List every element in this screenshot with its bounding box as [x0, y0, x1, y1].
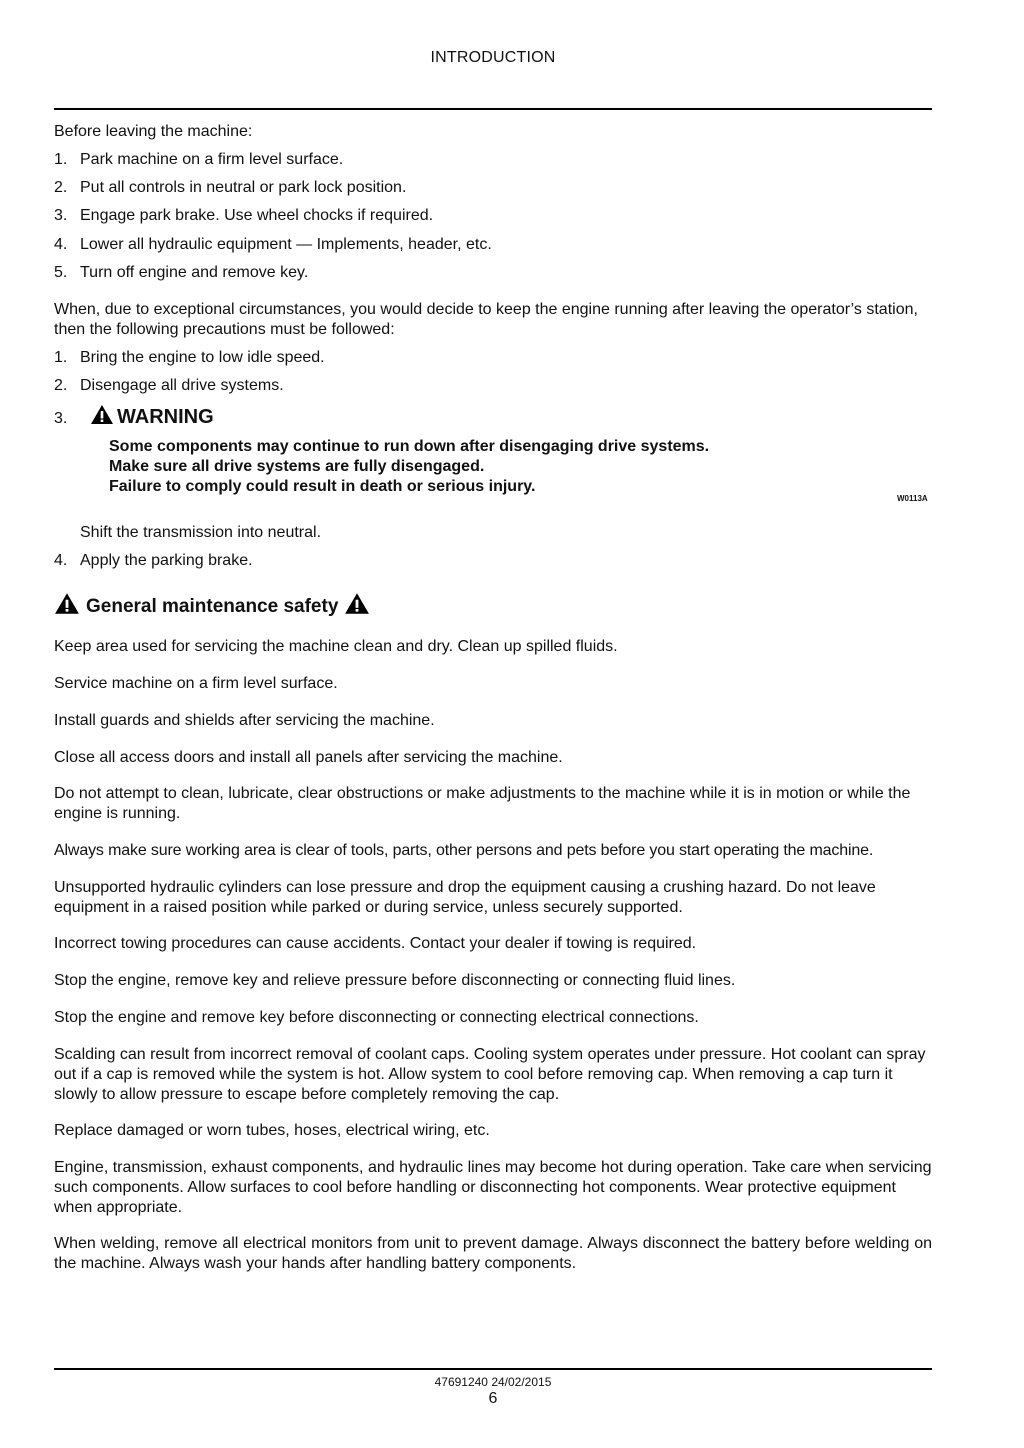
paragraph: Replace damaged or worn tubes, hoses, electrical wiring, etc. [54, 1122, 490, 1139]
list-text: Park machine on a firm level surface. [80, 151, 344, 168]
warning-line: Make sure all drive systems are fully disengaged. [109, 458, 485, 475]
list-item [54, 409, 80, 429]
list-number: 4. [54, 552, 68, 569]
list-item [54, 178, 406, 198]
section-title: General maintenance safety [86, 595, 339, 617]
paragraph: Do not attempt to clean, lubricate, clear obstructions or make adjustments to the machine while it is in motion or while the engine is running. [54, 785, 911, 822]
warning-code: W0113A [897, 494, 928, 503]
paragraph: Service machine on a firm level surface. [54, 675, 338, 692]
paragraph: Incorrect towing procedures can cause accidents. Contact your dealer if towing is required. [54, 935, 697, 952]
paragraph: Engine, transmission, exhaust components, and hydraulic lines may become hot during operation. Take care when servicing such components. Allow surfaces to cool before handling or disconnecting hot components. Wear protective equipment when appropriate. [54, 1159, 932, 1216]
leaving-intro: Before leaving the machine: [54, 123, 253, 140]
list-text: Put all controls in neutral or park lock position. [80, 179, 407, 196]
warning-heading [90, 404, 214, 431]
list-text: Turn off engine and remove key. [80, 264, 309, 281]
list-number: 2. [54, 377, 68, 394]
paragraph: Unsupported hydraulic cylinders can lose pressure and drop the equipment causing a crushing hazard. Do not leave equipment in a raised position while parked or during service, unless securely supported. [54, 879, 876, 916]
paragraph: Scalding can result from incorrect removal of coolant caps. Cooling system operates under pressure. Hot coolant can spray out if a cap is removed while the system is hot. Allow system to cool before removing cap. When removing a cap turn it slowly to allow pressure to escape before completely removing the cap. [54, 1046, 926, 1103]
header-rule [54, 108, 932, 110]
warning-triangle-icon [344, 592, 370, 621]
paragraph: Stop the engine, remove key and relieve pressure before disconnecting or connecting fluid lines. [54, 972, 736, 989]
list-item [54, 551, 253, 571]
warning-triangle-icon [90, 404, 114, 431]
list-item [54, 348, 325, 368]
list-text: Bring the engine to low idle speed. [80, 349, 325, 366]
list-number: 3. [54, 207, 68, 224]
paragraph: Stop the engine and remove key before disconnecting or connecting electrical connections. [54, 1009, 699, 1026]
list-item [54, 376, 284, 396]
list-number: 5. [54, 264, 68, 281]
paragraph: Keep area used for servicing the machine clean and dry. Clean up spilled fluids. [54, 638, 618, 655]
page-header-title: INTRODUCTION [430, 49, 556, 66]
list-continuation-text: Shift the transmission into neutral. [80, 524, 322, 541]
list-number: 1. [54, 349, 68, 366]
list-item [54, 150, 343, 170]
paragraph: When welding, remove all electrical monitors from unit to prevent damage. Always disconnect the battery before welding on the machine. Always wash your hands after handling battery components. [54, 1235, 932, 1272]
list-item [54, 263, 308, 283]
warning-text [109, 437, 709, 497]
list-text: Disengage all drive systems. [80, 377, 284, 394]
list-number: 4. [54, 236, 68, 253]
list-number: 1. [54, 151, 68, 168]
warning-line: Some components may continue to run down after disengaging drive systems. [109, 438, 710, 455]
paragraph: Close all access doors and install all panels after servicing the machine. [54, 749, 563, 766]
list-item [54, 235, 492, 255]
footer-rule [54, 1368, 932, 1370]
list-number: 2. [54, 179, 68, 196]
list-item [54, 206, 433, 226]
list-number: 3. [54, 410, 68, 427]
page-number: 6 [488, 1390, 498, 1407]
running-intro: When, due to exceptional circumstances, you would decide to keep the engine running after leaving the operator’s station, then the following precautions must be followed: [54, 301, 918, 338]
list-text: Engage park brake. Use wheel chocks if required. [80, 207, 434, 224]
footer-document-code: 47691240 24/02/2015 [434, 1375, 552, 1389]
list-text: Lower all hydraulic equipment — Implements, header, etc. [80, 236, 492, 253]
paragraph: Install guards and shields after servicing the machine. [54, 712, 435, 729]
section-heading [54, 592, 370, 621]
paragraph: Always make sure working area is clear of tools, parts, other persons and pets before you start operating the machine. [54, 842, 874, 859]
warning-triangle-icon [54, 592, 80, 621]
warning-title: WARNING [117, 406, 214, 428]
warning-line: Failure to comply could result in death or serious injury. [109, 478, 536, 495]
list-text: Apply the parking brake. [80, 552, 253, 569]
